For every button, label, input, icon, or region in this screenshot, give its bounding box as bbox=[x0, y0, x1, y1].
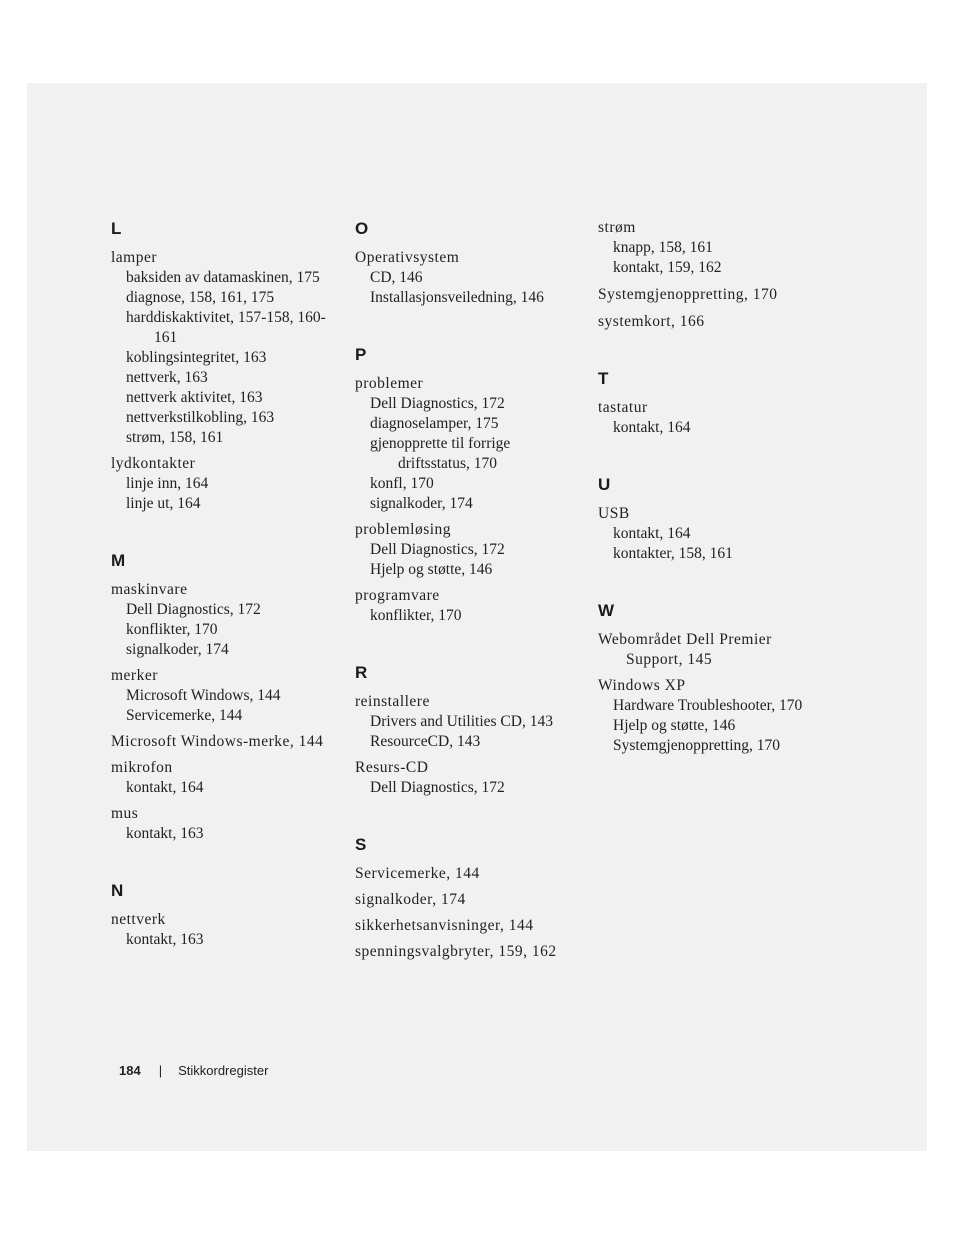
index-entry bbox=[355, 942, 585, 962]
index-subentry: koblingsintegritet, 163 bbox=[126, 349, 267, 366]
section-letter: W bbox=[598, 601, 615, 620]
index-entry bbox=[111, 758, 341, 798]
index-entry bbox=[111, 580, 341, 660]
index-subentry: Hardware Troubleshooter, 170 bbox=[613, 697, 803, 714]
index-entry bbox=[598, 398, 838, 438]
index-term: mus bbox=[111, 805, 139, 822]
section-letter: P bbox=[355, 345, 367, 364]
index-subentry: kontakt, 159, 162 bbox=[613, 259, 722, 276]
index-term: mikrofon bbox=[111, 759, 173, 776]
index-term: lamper bbox=[111, 249, 158, 266]
index-section bbox=[598, 368, 838, 438]
index-term: reinstallere bbox=[355, 693, 430, 710]
index-subentry: harddiskaktivitet, 157-158, 160-161 bbox=[126, 309, 326, 346]
index-entry bbox=[598, 285, 838, 305]
section-letter: M bbox=[111, 551, 126, 570]
index-term: Microsoft Windows-merke, 144 bbox=[111, 733, 324, 750]
index-column-3 bbox=[598, 218, 838, 792]
index-entry bbox=[598, 218, 838, 278]
index-subentry: CD, 146 bbox=[370, 269, 423, 286]
index-section bbox=[598, 474, 838, 564]
index-entry bbox=[111, 732, 341, 752]
index-subentry: nettverk aktivitet, 163 bbox=[126, 389, 263, 406]
index-term: maskinvare bbox=[111, 581, 188, 598]
index-subentry: signalkoder, 174 bbox=[126, 641, 229, 658]
page-number: 184 bbox=[119, 1063, 141, 1078]
index-subentry: diagnose, 158, 161, 175 bbox=[126, 289, 275, 306]
index-section bbox=[355, 834, 585, 962]
index-column-2 bbox=[355, 218, 585, 998]
index-section bbox=[111, 218, 341, 514]
index-entry bbox=[355, 248, 585, 308]
index-subentry: linje ut, 164 bbox=[126, 495, 201, 512]
index-subentry: kontakt, 163 bbox=[126, 825, 204, 842]
index-entry bbox=[598, 504, 838, 564]
index-subentry: linje inn, 164 bbox=[126, 475, 209, 492]
index-subentry: kontakt, 163 bbox=[126, 931, 204, 948]
index-entry bbox=[355, 692, 585, 752]
index-entry bbox=[111, 910, 341, 950]
index-subentry: Systemgjenoppretting, 170 bbox=[613, 737, 781, 754]
section-letter: L bbox=[111, 219, 122, 238]
index-term: Servicemerke, 144 bbox=[355, 865, 480, 882]
index-term: strøm bbox=[598, 219, 636, 236]
index-subentry: konflikter, 170 bbox=[370, 607, 462, 624]
index-term: Webområdet Dell Premier Support, 145 bbox=[598, 631, 772, 668]
index-term: Systemgjenoppretting, 170 bbox=[598, 286, 778, 303]
section-letter: N bbox=[111, 881, 124, 900]
index-section bbox=[111, 550, 341, 844]
index-entry bbox=[111, 454, 341, 514]
index-subentry: konflikter, 170 bbox=[126, 621, 218, 638]
index-term: Operativsystem bbox=[355, 249, 460, 266]
index-column-1 bbox=[111, 218, 341, 986]
page-footer bbox=[119, 1062, 268, 1080]
index-section bbox=[598, 600, 838, 756]
index-entry bbox=[355, 758, 585, 798]
index-subentry: Drivers and Utilities CD, 143 bbox=[370, 713, 553, 730]
index-section bbox=[598, 218, 838, 332]
index-section bbox=[355, 218, 585, 308]
section-letter: R bbox=[355, 663, 368, 682]
index-entry bbox=[355, 520, 585, 580]
index-term: USB bbox=[598, 505, 630, 522]
index-entry bbox=[355, 864, 585, 884]
index-subentry: kontakt, 164 bbox=[613, 419, 691, 436]
index-subentry: nettverk, 163 bbox=[126, 369, 208, 386]
index-entry bbox=[598, 630, 838, 670]
index-section bbox=[355, 662, 585, 798]
index-subentry: kontakt, 164 bbox=[126, 779, 204, 796]
footer-title: Stikkordregister bbox=[178, 1063, 269, 1078]
index-term: sikkerhetsanvisninger, 144 bbox=[355, 917, 534, 934]
index-entry bbox=[598, 312, 838, 332]
index-term: signalkoder, 174 bbox=[355, 891, 466, 908]
index-subentry: Dell Diagnostics, 172 bbox=[370, 541, 505, 558]
section-letter: T bbox=[598, 369, 609, 388]
footer-separator: | bbox=[158, 1063, 163, 1078]
index-subentry: Servicemerke, 144 bbox=[126, 707, 243, 724]
index-subentry: gjenopprette til forrige driftsstatus, 170 bbox=[370, 435, 511, 472]
index-subentry: signalkoder, 174 bbox=[370, 495, 473, 512]
index-subentry: Dell Diagnostics, 172 bbox=[370, 395, 505, 412]
index-term: problemer bbox=[355, 375, 424, 392]
index-entry bbox=[598, 676, 838, 756]
section-letter: O bbox=[355, 219, 369, 238]
index-entry bbox=[111, 666, 341, 726]
index-term: lydkontakter bbox=[111, 455, 196, 472]
index-term: tastatur bbox=[598, 399, 648, 416]
index-section bbox=[355, 344, 585, 626]
index-section bbox=[111, 880, 341, 950]
index-subentry: baksiden av datamaskinen, 175 bbox=[126, 269, 320, 286]
index-subentry: Dell Diagnostics, 172 bbox=[370, 779, 505, 796]
section-letter: U bbox=[598, 475, 611, 494]
index-entry bbox=[355, 374, 585, 514]
index-subentry: Installasjonsveiledning, 146 bbox=[370, 289, 544, 306]
index-subentry: Dell Diagnostics, 172 bbox=[126, 601, 261, 618]
index-subentry: Hjelp og støtte, 146 bbox=[613, 717, 736, 734]
index-entry bbox=[355, 916, 585, 936]
index-subentry: strøm, 158, 161 bbox=[126, 429, 224, 446]
index-term: spenningsvalgbryter, 159, 162 bbox=[355, 943, 557, 960]
index-subentry: Hjelp og støtte, 146 bbox=[370, 561, 493, 578]
index-subentry: ResourceCD, 143 bbox=[370, 733, 481, 750]
index-term: problemløsing bbox=[355, 521, 452, 538]
index-subentry: konfl, 170 bbox=[370, 475, 434, 492]
index-subentry: diagnoselamper, 175 bbox=[370, 415, 499, 432]
index-term: systemkort, 166 bbox=[598, 313, 705, 330]
index-entry bbox=[111, 248, 341, 448]
index-term: Resurs-CD bbox=[355, 759, 429, 776]
index-term: merker bbox=[111, 667, 158, 684]
index-term: nettverk bbox=[111, 911, 166, 928]
index-entry bbox=[355, 586, 585, 626]
index-subentry: nettverkstilkobling, 163 bbox=[126, 409, 275, 426]
index-entry bbox=[111, 804, 341, 844]
index-subentry: Microsoft Windows, 144 bbox=[126, 687, 281, 704]
index-entry bbox=[355, 890, 585, 910]
index-term: programvare bbox=[355, 587, 440, 604]
index-subentry: kontakter, 158, 161 bbox=[613, 545, 733, 562]
index-subentry: knapp, 158, 161 bbox=[613, 239, 713, 256]
index-term: Windows XP bbox=[598, 677, 686, 694]
index-subentry: kontakt, 164 bbox=[613, 525, 691, 542]
section-letter: S bbox=[355, 835, 367, 854]
